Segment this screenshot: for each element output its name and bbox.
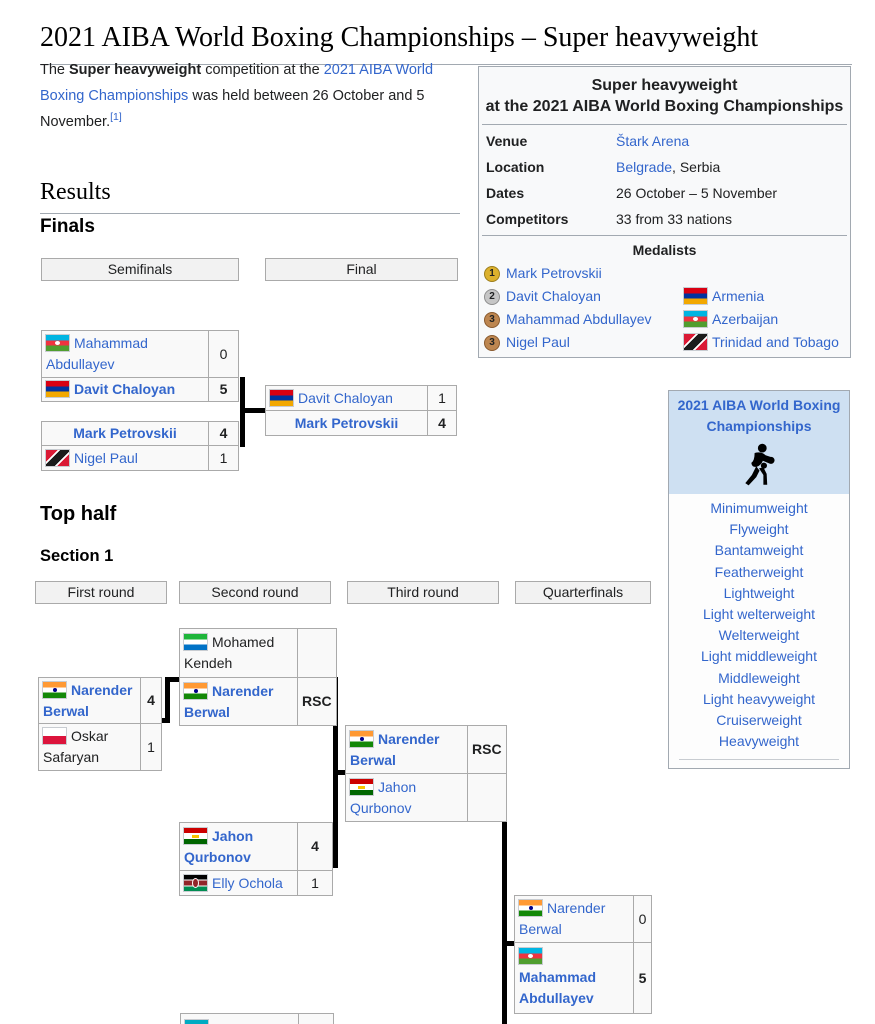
bracket-connector	[507, 941, 514, 946]
match-score	[298, 629, 337, 678]
match-score: 1	[209, 446, 239, 471]
flag-icon	[684, 311, 707, 327]
boxer-link[interactable]: Narender Berwal	[43, 681, 133, 719]
boxer-link[interactable]: Narender Berwal	[184, 682, 274, 720]
boxer-name: Mohamed Kendeh	[184, 634, 275, 671]
gold-medal-icon: 1	[484, 266, 500, 282]
bracket-entry	[180, 678, 337, 726]
bracket-entry	[266, 386, 457, 411]
flag-icon	[185, 1020, 208, 1024]
bracket-entry	[515, 896, 652, 943]
bracket-entry	[180, 629, 337, 678]
match-score	[468, 774, 507, 822]
boxer-link[interactable]: Nigel Paul	[74, 449, 138, 466]
bracket-match-second-round-2	[179, 822, 333, 896]
medalist-link[interactable]: Mark Petrovskii	[506, 265, 602, 281]
infobox-row-location: Location Belgrade, Serbia	[486, 159, 721, 175]
top-half-heading: Top half	[40, 503, 117, 525]
navbox-item-light-heavyweight[interactable]: Light heavyweight	[702, 690, 816, 707]
bracket-connector	[244, 408, 265, 413]
medalist-row	[482, 262, 847, 285]
round-header-third-round: Third round	[347, 581, 499, 604]
match-score: 0	[209, 331, 239, 378]
reference-link[interactable]: [1]	[110, 111, 122, 124]
flag-icon	[46, 381, 69, 397]
match-score: RSC	[298, 678, 337, 726]
infobox-title: Super heavyweight at the 2021 AIBA World Boxing Championships	[485, 77, 844, 115]
flag-icon	[684, 334, 707, 350]
flag-icon	[46, 335, 69, 351]
bracket-entry	[39, 724, 162, 771]
location-link[interactable]: Belgrade	[616, 159, 673, 175]
boxer-link[interactable]: Davit Chaloyan	[74, 381, 176, 397]
bracket-connector	[338, 770, 345, 775]
navbox-item-lightweight[interactable]: Lightweight	[723, 584, 795, 601]
divider	[482, 124, 847, 125]
flag-icon	[184, 828, 207, 844]
boxer-name: Oskar Safaryan	[43, 728, 109, 765]
flag-icon	[184, 634, 207, 650]
infobox-row-competitors: Competitors 33 from 33 nations	[486, 211, 732, 227]
flag-icon	[43, 728, 66, 744]
round-header-final: Final	[265, 258, 458, 281]
navbox-item-heavyweight[interactable]: Heavyweight	[718, 733, 800, 750]
bracket-entry	[180, 871, 333, 896]
medalist-row	[482, 285, 847, 308]
navbox-item-featherweight[interactable]: Featherweight	[714, 563, 804, 580]
bracket-entry	[346, 774, 507, 822]
intro-text: The	[40, 62, 70, 78]
match-score: 4	[428, 411, 457, 436]
boxer-link[interactable]: Mahammad Abdullayev	[519, 968, 597, 1006]
round-header-second-round: Second round	[179, 581, 331, 604]
boxer-link[interactable]: Davit Chaloyan	[298, 389, 393, 406]
match-score: 5	[209, 378, 239, 402]
match-score: 0	[634, 896, 652, 943]
bronze-medal-icon: 3	[484, 335, 500, 351]
boxer-link[interactable]: Narender Berwal	[350, 730, 440, 768]
bracket-entry	[515, 943, 652, 1014]
bracket-entry	[39, 678, 162, 724]
intro-paragraph: The Super heavyweight competition at the 2021 AIBA World Boxing Championships was held between 26 October and 5 November.[1]	[40, 62, 434, 130]
flag-icon	[519, 900, 542, 916]
infobox	[478, 66, 851, 358]
divider	[679, 759, 839, 760]
match-score: 1	[428, 386, 457, 411]
navbox-item-bantamweight[interactable]: Bantamweight	[714, 542, 804, 559]
match-score: 1	[298, 871, 333, 896]
boxer-link[interactable]: Jahon Qurbonov	[350, 778, 417, 816]
country-link[interactable]: Armenia	[712, 288, 765, 304]
match-score: 5	[634, 943, 652, 1014]
medalist-link[interactable]: Nigel Paul	[506, 334, 570, 350]
boxing-pictogram	[669, 439, 849, 494]
bracket-entry	[266, 411, 457, 436]
match-score: 1	[141, 724, 162, 771]
bracket-connector	[165, 677, 170, 723]
round-header-quarterfinals: Quarterfinals	[515, 581, 651, 604]
championships-link[interactable]: 2021 AIBA World Boxing Championships	[40, 62, 434, 104]
bracket-entry	[42, 422, 239, 446]
flag-icon	[184, 875, 207, 891]
infobox-row-dates: Dates 26 October – 5 November	[486, 185, 778, 201]
round-header-semifinals: Semifinals	[41, 258, 239, 281]
bracket-match-quarterfinal-1	[514, 895, 652, 1014]
match-score: 4	[298, 823, 333, 871]
bracket-connector	[165, 677, 179, 682]
bracket-entry	[346, 726, 507, 774]
bracket-match-first-round-1	[38, 677, 162, 771]
bracket-match-semifinal-2	[41, 421, 239, 471]
boxer-link[interactable]: Mark Petrovskii	[294, 414, 399, 431]
medalist-link[interactable]: Mahammad Abdullayev	[506, 311, 652, 327]
bracket-entry	[42, 378, 239, 402]
divider	[482, 235, 847, 236]
boxer-link[interactable]: Elly Ochola	[212, 874, 283, 891]
results-heading: Results	[40, 178, 460, 214]
flag-icon	[43, 682, 66, 698]
silver-medal-icon: 2	[484, 289, 500, 305]
country-link[interactable]: Azerbaijan	[712, 311, 779, 327]
flag-icon	[684, 288, 707, 304]
bracket-match-final	[265, 385, 457, 436]
medalist-link[interactable]: Davit Chaloyan	[506, 288, 601, 304]
round-header-first-round: First round	[35, 581, 167, 604]
infobox-row-venue: Venue Štark Arena	[486, 133, 690, 149]
navbox-items	[669, 494, 849, 754]
match-score: 4	[141, 678, 162, 724]
bracket-entry	[42, 446, 239, 471]
intro-bold: Super heavyweight	[69, 62, 202, 78]
navbox-item-welterweight[interactable]: Welterweight	[718, 627, 800, 644]
bracket-match-second-round-1	[179, 628, 337, 726]
navbox-item-light-middleweight[interactable]: Light middleweight	[701, 648, 817, 665]
navbox-item-flyweight[interactable]: Flyweight	[729, 521, 789, 538]
navbox	[668, 390, 850, 769]
bracket-match-partial	[180, 1013, 334, 1024]
flag-icon	[519, 948, 542, 964]
flag-icon	[184, 683, 207, 699]
page-title: 2021 AIBA World Boxing Championships – Super heavyweight	[40, 21, 852, 65]
navbox-item-middleweight[interactable]: Middleweight	[718, 669, 800, 686]
bracket-match-third-round-1	[345, 725, 507, 822]
bracket-entry	[180, 823, 333, 871]
flag-icon	[46, 450, 69, 466]
navbox-item-minimumweight[interactable]: Minimumweight	[710, 500, 808, 516]
flag-icon	[350, 779, 373, 795]
boxer-link[interactable]: Mahammad Abdullayev	[46, 335, 148, 372]
bracket-entry	[42, 331, 239, 378]
flag-icon	[350, 731, 373, 747]
match-score	[299, 1014, 334, 1024]
section1-heading: Section 1	[40, 547, 114, 565]
match-score: RSC	[468, 726, 507, 774]
bracket-entry	[181, 1014, 334, 1024]
finals-heading: Finals	[40, 216, 95, 237]
boxer-link[interactable]: Narender Berwal	[519, 900, 606, 937]
navbox-title-link[interactable]: 2021 AIBA World Boxing Championships	[677, 397, 841, 434]
boxer-link[interactable]: Jahon Qurbonov	[184, 827, 254, 865]
bracket-match-semifinal-1	[41, 330, 239, 402]
navbox-item-light-welterweight[interactable]: Light welterweight	[702, 606, 816, 623]
medalist-row	[482, 308, 847, 331]
navbox-title	[669, 391, 849, 439]
medalists-header: Medalists	[632, 242, 697, 258]
venue-link[interactable]: Štark Arena	[616, 133, 690, 149]
boxer-link[interactable]: Mark Petrovskii	[73, 425, 177, 441]
match-score: 4	[209, 422, 239, 446]
flag-icon	[270, 390, 293, 406]
medalist-row	[482, 331, 847, 354]
bronze-medal-icon: 3	[484, 312, 500, 328]
country-link[interactable]: Trinidad and Tobago	[712, 334, 839, 350]
navbox-item-cruiserweight[interactable]: Cruiserweight	[716, 712, 802, 729]
